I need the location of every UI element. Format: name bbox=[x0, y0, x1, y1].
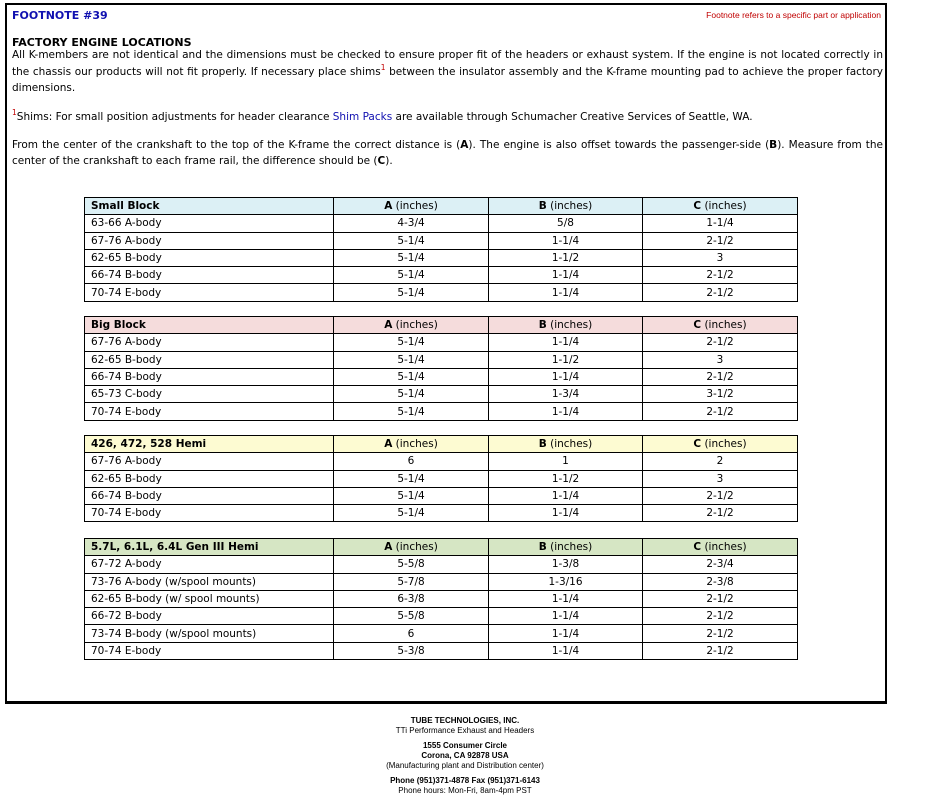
dimension-cell: 1-1/4 bbox=[643, 215, 798, 232]
dimension-cell: 5-1/4 bbox=[334, 505, 489, 522]
table-row bbox=[85, 284, 798, 301]
column-header: C (inches) bbox=[643, 198, 798, 215]
column-header: B (inches) bbox=[489, 198, 643, 215]
dimension-cell: 5-1/4 bbox=[334, 334, 489, 351]
column-header: A (inches) bbox=[334, 198, 489, 215]
column-header: A (inches) bbox=[334, 539, 489, 556]
dimension-cell: 4-3/4 bbox=[334, 215, 489, 232]
table-group-title: 426, 472, 528 Hemi bbox=[85, 436, 334, 453]
table-row bbox=[85, 249, 798, 266]
street-address: 1555 Consumer Circle bbox=[422, 741, 508, 750]
column-header: B (inches) bbox=[489, 539, 643, 556]
body-type-cell: 70-74 E-body bbox=[85, 505, 334, 522]
column-header: B (inches) bbox=[489, 317, 643, 334]
body-type-cell: 73-76 A-body (w/spool mounts) bbox=[85, 573, 334, 590]
body-type-cell: 67-76 A-body bbox=[85, 334, 334, 351]
dimension-cell: 5-1/4 bbox=[334, 351, 489, 368]
table-row bbox=[85, 267, 798, 284]
dimension-cell: 1 bbox=[489, 453, 643, 470]
big-block-table bbox=[84, 316, 798, 421]
dimension-cell: 1-1/4 bbox=[489, 505, 643, 522]
dimension-cell: 2-1/2 bbox=[643, 232, 798, 249]
intro-paragraph: All K-members are not identical and the dimensions must be checked to ensure proper fit of the headers or exhaust system. If the engine is not located correctly in the chassis our products will not fit properly. If necessary place shims$^1$ between the insulator assembly and the K-frame mounting pad to achieve the proper factory dimensions. bbox=[12, 49, 884, 94]
phone-fax: Phone (951)371-4878 Fax (951)371-6143 bbox=[390, 776, 540, 785]
body-type-cell: 62-65 B-body (w/ spool mounts) bbox=[85, 590, 334, 607]
column-header: C (inches) bbox=[643, 539, 798, 556]
dimension-cell: 3 bbox=[643, 351, 798, 368]
city-address: Corona, CA 92878 USA bbox=[421, 751, 509, 760]
dimension-cell: 6 bbox=[334, 453, 489, 470]
dimension-cell: 5-1/4 bbox=[334, 368, 489, 385]
column-header: A (inches) bbox=[334, 436, 489, 453]
table-row bbox=[85, 403, 798, 420]
dimension-cell: 2-1/2 bbox=[643, 403, 798, 420]
dimension-cell: 2 bbox=[643, 453, 798, 470]
dimension-cell: 1-1/4 bbox=[489, 368, 643, 385]
dimension-cell: 5-1/4 bbox=[334, 386, 489, 403]
dimension-cell: 2-3/8 bbox=[643, 573, 798, 590]
dimension-cell: 5-1/4 bbox=[334, 487, 489, 504]
table-header-row bbox=[85, 198, 798, 215]
table-row bbox=[85, 608, 798, 625]
table-row bbox=[85, 470, 798, 487]
table-header-row bbox=[85, 317, 798, 334]
column-header: B (inches) bbox=[489, 436, 643, 453]
column-header: A (inches) bbox=[334, 317, 489, 334]
table-row bbox=[85, 556, 798, 573]
dimension-cell: 5-3/8 bbox=[334, 642, 489, 659]
table-row bbox=[85, 215, 798, 232]
dimension-cell: 1-1/4 bbox=[489, 334, 643, 351]
table-header-row bbox=[85, 436, 798, 453]
dimension-cell: 5-1/4 bbox=[334, 470, 489, 487]
footnote-note: Footnote refers to a specific part or application bbox=[706, 10, 881, 20]
body-type-cell: 66-74 B-body bbox=[85, 487, 334, 504]
dimension-cell: 2-1/2 bbox=[643, 267, 798, 284]
table-row bbox=[85, 590, 798, 607]
body-type-cell: 66-74 B-body bbox=[85, 368, 334, 385]
dimension-cell: 5-1/4 bbox=[334, 284, 489, 301]
dimension-cell: 2-1/2 bbox=[643, 334, 798, 351]
column-header: C (inches) bbox=[643, 436, 798, 453]
dimension-cell: 1-3/16 bbox=[489, 573, 643, 590]
dimension-cell: 2-1/2 bbox=[643, 284, 798, 301]
dimension-cell: 1-1/2 bbox=[489, 249, 643, 266]
body-type-cell: 62-65 B-body bbox=[85, 470, 334, 487]
dimension-cell: 1-1/4 bbox=[489, 642, 643, 659]
company-footer bbox=[0, 716, 930, 796]
footnote-marker: 1 bbox=[380, 62, 386, 72]
body-type-cell: 70-74 E-body bbox=[85, 403, 334, 420]
dimension-cell: 2-1/2 bbox=[643, 487, 798, 504]
dimension-cell: 1-1/4 bbox=[489, 608, 643, 625]
footnote-title: FOOTNOTE #39 bbox=[12, 9, 108, 22]
dimension-cell: 3 bbox=[643, 249, 798, 266]
body-type-cell: 65-73 C-body bbox=[85, 386, 334, 403]
company-name: TUBE TECHNOLOGIES, INC. bbox=[410, 716, 520, 725]
table-row bbox=[85, 334, 798, 351]
body-type-cell: 67-76 A-body bbox=[85, 232, 334, 249]
dimension-cell: 1-1/4 bbox=[489, 232, 643, 249]
table-header-row bbox=[85, 539, 798, 556]
table-row bbox=[85, 625, 798, 642]
dimension-cell: 1-1/4 bbox=[489, 267, 643, 284]
table-row bbox=[85, 453, 798, 470]
body-type-cell: 66-72 B-body bbox=[85, 608, 334, 625]
body-type-cell: 67-76 A-body bbox=[85, 453, 334, 470]
dimension-cell: 5-5/8 bbox=[334, 608, 489, 625]
facility-note: (Manufacturing plant and Distribution center) bbox=[386, 761, 544, 770]
body-type-cell: 73-74 B-body (w/spool mounts) bbox=[85, 625, 334, 642]
table-row bbox=[85, 351, 798, 368]
dimension-cell: 1-1/4 bbox=[489, 590, 643, 607]
table-row bbox=[85, 642, 798, 659]
dimension-cell: 1-3/4 bbox=[489, 386, 643, 403]
body-type-cell: 70-74 E-body bbox=[85, 284, 334, 301]
dimension-cell: 1-1/2 bbox=[489, 470, 643, 487]
dimension-cell: 2-1/2 bbox=[643, 590, 798, 607]
footnote-marker: 1 bbox=[12, 108, 17, 117]
body-type-cell: 70-74 E-body bbox=[85, 642, 334, 659]
dimension-cell: 2-1/2 bbox=[643, 368, 798, 385]
phone-hours: Phone hours: Mon-Fri, 8am-4pm PST bbox=[398, 786, 532, 795]
dimension-cell: 5-1/4 bbox=[334, 249, 489, 266]
dimension-cell: 2-1/2 bbox=[643, 642, 798, 659]
dimension-cell: 2-1/2 bbox=[643, 608, 798, 625]
section-title: FACTORY ENGINE LOCATIONS bbox=[12, 36, 192, 49]
dimension-cell: 2-1/2 bbox=[643, 505, 798, 522]
dimension-cell: 3-1/2 bbox=[643, 386, 798, 403]
dimension-cell: 5-5/8 bbox=[334, 556, 489, 573]
shim-packs-link[interactable]: Shim Packs bbox=[332, 111, 393, 123]
dimension-cell: 6 bbox=[334, 625, 489, 642]
column-header: C (inches) bbox=[643, 317, 798, 334]
table-group-title: Big Block bbox=[85, 317, 334, 334]
table-row bbox=[85, 386, 798, 403]
dimension-cell: 6-3/8 bbox=[334, 590, 489, 607]
gen3-hemi-table bbox=[84, 538, 798, 660]
table-row bbox=[85, 505, 798, 522]
dimension-cell: 2-3/4 bbox=[643, 556, 798, 573]
shims-note: $^1$Shims: For small position adjustments for header clearance Shim Packs are available through Schumacher Creative Services of Seattle, WA. bbox=[12, 108, 753, 123]
table-row bbox=[85, 487, 798, 504]
company-tagline: TTi Performance Exhaust and Headers bbox=[395, 726, 535, 735]
dimension-cell: 5-1/4 bbox=[334, 232, 489, 249]
table-row bbox=[85, 368, 798, 385]
dimension-cell: 1-1/4 bbox=[489, 403, 643, 420]
dimension-cell: 1-3/8 bbox=[489, 556, 643, 573]
table-row bbox=[85, 232, 798, 249]
dimension-cell: 1-1/2 bbox=[489, 351, 643, 368]
body-type-cell: 62-65 B-body bbox=[85, 351, 334, 368]
dimension-cell: 1-1/4 bbox=[489, 284, 643, 301]
body-type-cell: 62-65 B-body bbox=[85, 249, 334, 266]
hemi-table bbox=[84, 435, 798, 522]
dimension-cell: 5-7/8 bbox=[334, 573, 489, 590]
body-type-cell: 66-74 B-body bbox=[85, 267, 334, 284]
dimension-cell: 5-1/4 bbox=[334, 267, 489, 284]
dimension-cell: 2-1/2 bbox=[643, 625, 798, 642]
body-type-cell: 63-66 A-body bbox=[85, 215, 334, 232]
dimension-cell: 5/8 bbox=[489, 215, 643, 232]
table-row bbox=[85, 573, 798, 590]
dimension-cell: 5-1/4 bbox=[334, 403, 489, 420]
table-group-title: 5.7L, 6.1L, 6.4L Gen III Hemi bbox=[85, 539, 334, 556]
dimension-cell: 3 bbox=[643, 470, 798, 487]
small-block-table bbox=[84, 197, 798, 302]
dimension-cell: 1-1/4 bbox=[489, 487, 643, 504]
dimension-cell: 1-1/4 bbox=[489, 625, 643, 642]
measure-paragraph: From the center of the crankshaft to the top of the K-frame the correct distance is (A). The engine is also offset towards the passenger-side (B). Measure from the center of the crankshaft to each frame rail, the difference should be (C). bbox=[12, 139, 883, 167]
table-group-title: Small Block bbox=[85, 198, 334, 215]
body-type-cell: 67-72 A-body bbox=[85, 556, 334, 573]
